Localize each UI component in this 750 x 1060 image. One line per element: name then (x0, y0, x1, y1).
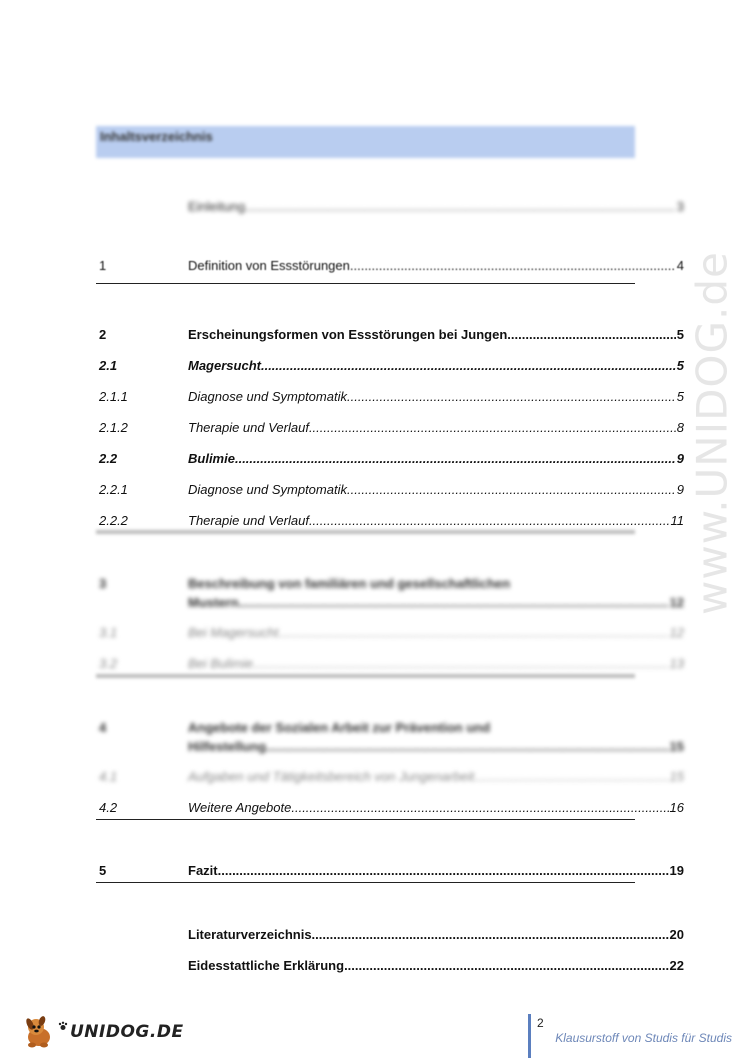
entry-title: Diagnose und Symptomatik (188, 389, 347, 404)
entry-page: 20 (669, 927, 684, 942)
entry-page: 9 (676, 451, 684, 466)
section-rule (96, 819, 635, 820)
entry-title: Therapie und Verlauf (188, 513, 309, 528)
entry-number: 5 (99, 863, 107, 878)
entry-page: 5 (676, 389, 684, 404)
entry-title: Diagnose und Symptomatik (188, 482, 347, 497)
entry-title: Magersucht (188, 358, 261, 373)
entry-number: 4 (99, 720, 107, 735)
paw-icon (58, 1021, 68, 1031)
entry-title: Literaturverzeichnis (188, 927, 312, 942)
entry-title: Weitere Angebote (188, 800, 292, 815)
dog-mascot-icon (22, 1015, 56, 1049)
entry-number: 3.1 (99, 625, 118, 640)
entry-page: 15 (669, 769, 684, 784)
entry-title: Definition von Essstörungen (188, 258, 350, 273)
entry-page: 5 (676, 327, 684, 342)
toc-title-band (96, 126, 635, 158)
entry-number: 2.1.1 (99, 389, 128, 404)
logo-brand-text: UNIDOG.DE (70, 1022, 184, 1042)
entry-title: Fazit (188, 863, 218, 878)
entry-title: Bulimie (188, 451, 235, 466)
entry-title-line2: Hilfestellung (188, 739, 267, 754)
section-rule (96, 530, 635, 534)
unidog-logo (22, 1015, 184, 1049)
entry-title: Bei Magersucht (188, 625, 279, 640)
entry-page: 5 (676, 358, 684, 373)
entry-page: 22 (669, 958, 684, 973)
entry-title: Bei Bulimie (188, 656, 254, 671)
entry-number: 2.2 (99, 451, 118, 466)
entry-title: Therapie und Verlauf (188, 420, 309, 435)
entry-number: 2.2.1 (99, 482, 128, 497)
entry-title-line1: Angebote der Sozialen Arbeit zur Prävention und (188, 720, 491, 735)
entry-page: 3 (676, 199, 684, 214)
entry-title: Einleitung (188, 199, 246, 214)
entry-page: 4 (676, 258, 684, 273)
entry-page: 19 (669, 863, 684, 878)
entry-title: Eidesstattliche Erklärung (188, 958, 345, 973)
toc-title: Inhaltsverzeichnis (100, 129, 213, 144)
watermark-text: www.UNIDOG.de (687, 251, 737, 615)
entry-number: 1 (99, 258, 107, 273)
entry-title-line2: Mustern (188, 595, 239, 610)
entry-number: 3 (99, 576, 107, 591)
entry-page: 16 (669, 800, 684, 815)
section-rule (96, 674, 635, 678)
entry-page: 9 (676, 482, 684, 497)
entry-number: 2 (99, 327, 107, 342)
footer-tagline: Klausurstoff von Studis für Studis (555, 1031, 732, 1045)
entry-page: 12 (669, 595, 684, 610)
entry-title: Aufgaben und Tätigkeitsbereich von Jungenarbeit (188, 769, 475, 784)
entry-page: 12 (669, 625, 684, 640)
entry-number: 2.1.2 (99, 420, 128, 435)
entry-title: Erscheinungsformen von Essstörungen bei Jungen (188, 327, 508, 342)
section-rule (96, 283, 635, 284)
entry-page: 8 (676, 420, 684, 435)
entry-title-line1: Beschreibung von familiären und gesellschaftlichen (188, 576, 511, 591)
entry-number: 3.2 (99, 656, 118, 671)
entry-number: 4.1 (99, 769, 118, 784)
section-rule (96, 882, 635, 883)
entry-number: 2.1 (99, 358, 118, 373)
page-number: 2 (537, 1016, 544, 1030)
entry-number: 2.2.2 (99, 513, 128, 528)
entry-page: 11 (670, 513, 684, 528)
entry-number: 4.2 (99, 800, 118, 815)
entry-page: 15 (669, 739, 684, 754)
entry-page: 13 (669, 656, 684, 671)
